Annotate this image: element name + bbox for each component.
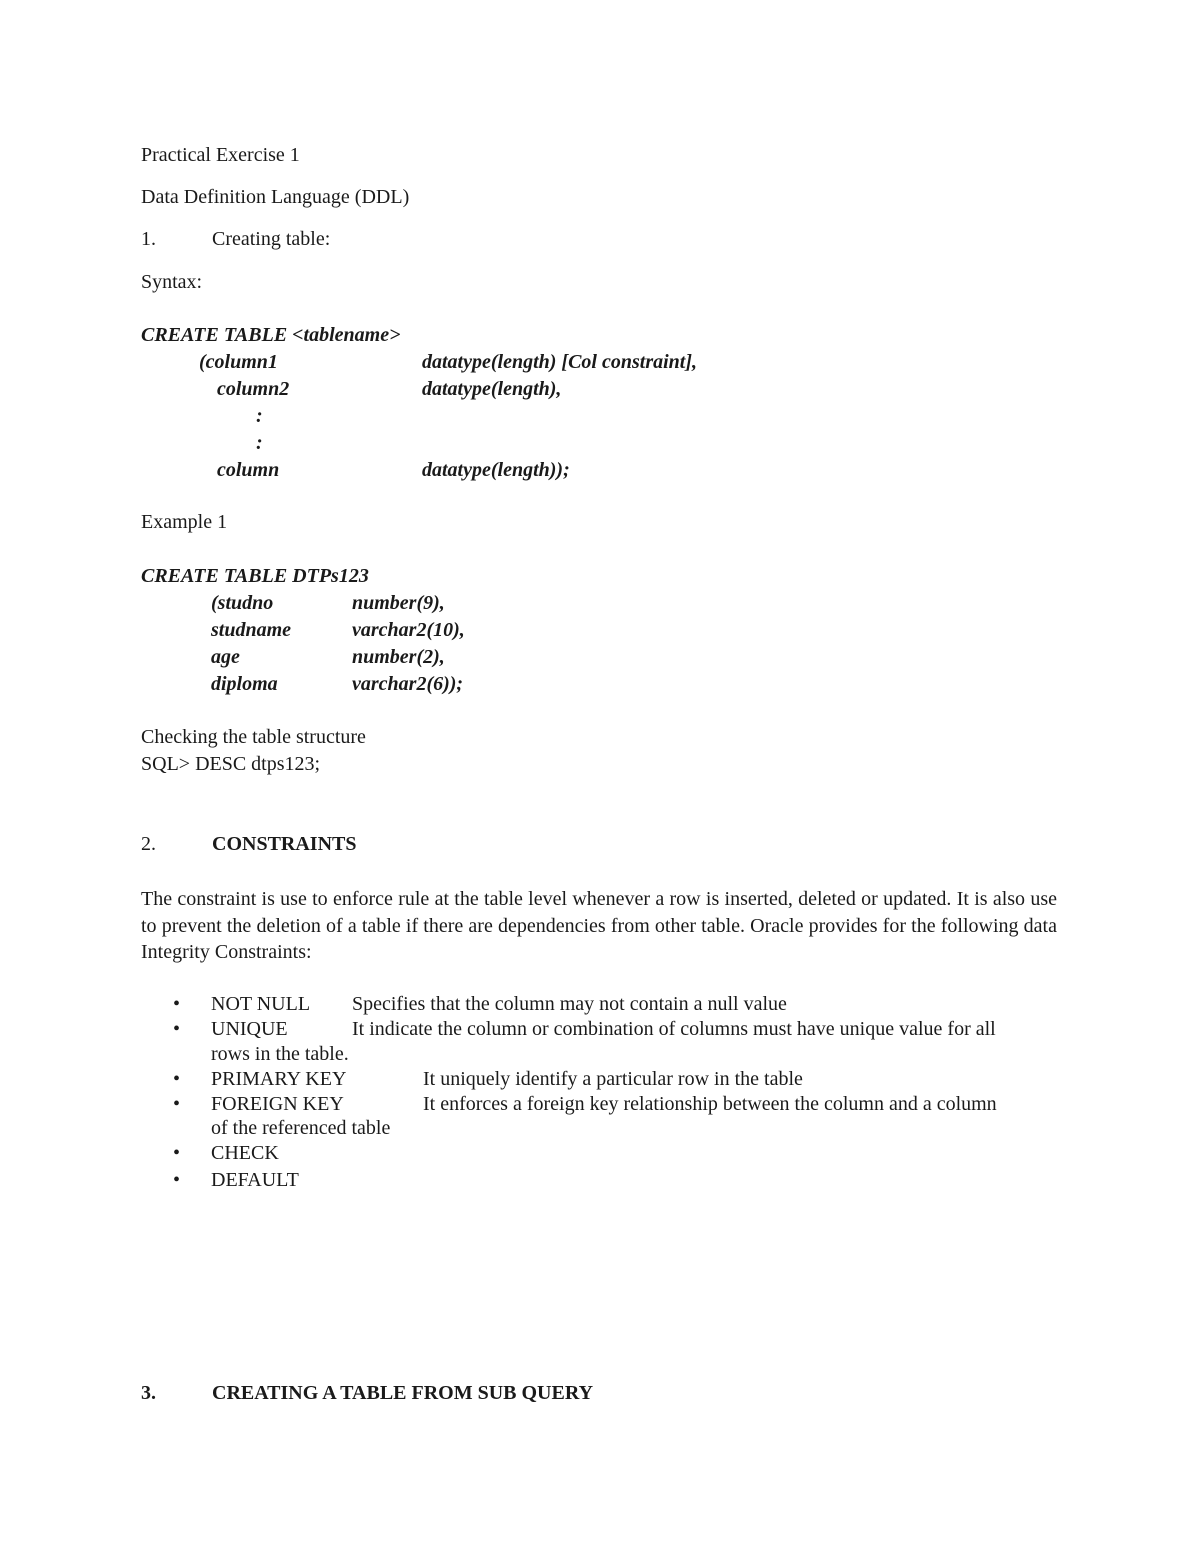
check-sql: SQL> DESC dtps123; [141,753,321,775]
bullet-description: It enforces a foreign key relationship between the column and a column [423,1093,997,1115]
example-column: studname [211,619,292,641]
check-text: Checking the table structure [141,726,366,748]
bullet-dot: • [173,1142,181,1164]
syntax-datatype: datatype(length), [422,378,562,400]
document-title: Practical Exercise 1 [141,144,300,166]
bullet-term: FOREIGN KEY [211,1093,344,1115]
bullet-term: DEFAULT [211,1169,299,1191]
syntax-datatype: datatype(length)); [422,459,570,481]
section-2-heading: CONSTRAINTS [212,833,357,855]
bullet-description: It uniquely identify a particular row in the table [423,1068,803,1090]
syntax-ellipsis: : [256,405,263,427]
bullet-dot: • [173,1068,181,1090]
document-subtitle: Data Definition Language (DDL) [141,186,410,208]
section-1-heading: Creating table: [212,228,331,250]
bullet-term: UNIQUE [211,1018,288,1040]
example-column: (studno [211,592,274,614]
constraints-paragraph: The constraint is use to enforce rule at the table level whenever a row is inserted, deleted or updated. It is also use to prevent the deletion of a table if there are dependencies from other table. Oracle provides for the following data Integrity Constraints: [141,888,1057,963]
bullet-term: PRIMARY KEY [211,1068,347,1090]
bullet-dot: • [173,1018,181,1040]
syntax-create-line: CREATE TABLE <tablename> [141,324,401,346]
bullet-description-continued: of the referenced table [211,1117,391,1139]
section-3-number: 3. [141,1382,156,1404]
example-datatype: varchar2(10), [352,619,465,641]
syntax-label: Syntax: [141,271,203,293]
bullet-term: CHECK [211,1142,279,1164]
example-create-line: CREATE TABLE DTPs123 [141,565,369,587]
section-1-number: 1. [141,228,156,250]
example-label: Example 1 [141,511,228,533]
syntax-column: column2 [217,378,290,400]
syntax-datatype: datatype(length) [Col constraint], [422,351,697,373]
bullet-description: Specifies that the column may not contain a null value [352,993,787,1015]
bullet-description: It indicate the column or combination of columns must have unique value for all [352,1018,996,1040]
bullet-dot: • [173,993,181,1015]
bullet-description-continued: rows in the table. [211,1043,349,1065]
syntax-column: (column1 [199,351,278,373]
section-2-number: 2. [141,833,156,855]
example-datatype: varchar2(6)); [352,673,464,695]
example-column: diploma [211,673,278,695]
bullet-dot: • [173,1169,181,1191]
bullet-dot: • [173,1093,181,1115]
syntax-column: column [217,459,280,481]
syntax-ellipsis: : [256,432,263,454]
section-3-heading: CREATING A TABLE FROM SUB QUERY [212,1382,594,1404]
bullet-term: NOT NULL [211,993,311,1015]
example-datatype: number(2), [352,646,445,668]
example-datatype: number(9), [352,592,445,614]
example-column: age [211,646,240,668]
